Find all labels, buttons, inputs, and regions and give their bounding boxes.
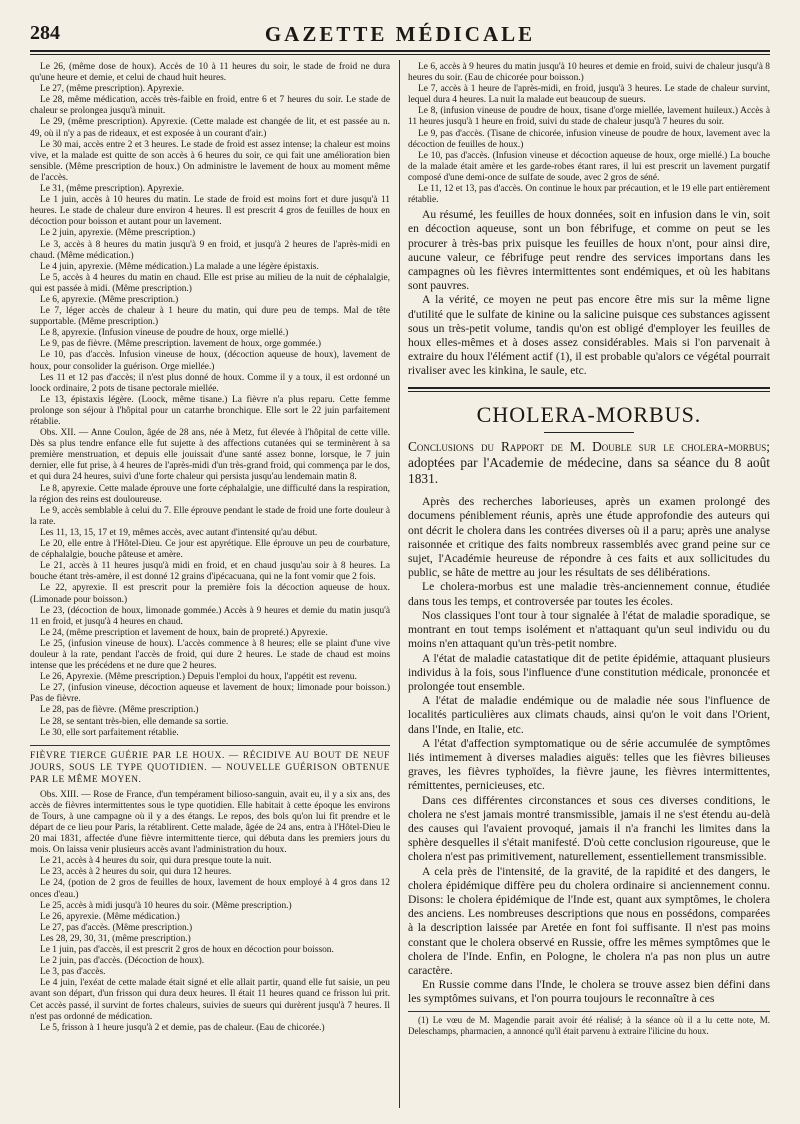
paragraph: Le 9, pas d'accès. (Tisane de chicorée, infusion vineuse de poudre de houx, lavement avec la décoction de feuilles de houx.) [408, 128, 770, 150]
conclusions-rest: ; adoptées par l'Academie de médecine, dans sa séance du 8 août 1831. [408, 438, 770, 487]
paragraph: Le 26, Apyrexie. (Même prescription.) Depuis l'emploi du houx, l'appétit est revenu. [40, 672, 357, 683]
paragraph: Le 29, (même prescription). Apyrexie. (Cette malade est changée de lit, et est passée au n. 49, où il n'y a pas de rideaux, et est exposée à un courant d'air.) [30, 117, 390, 139]
header-rule-thin [30, 54, 770, 55]
paragraph: Le 30, elle sort parfaitement rétablie. [40, 727, 179, 738]
summary-paragraphs [408, 208, 770, 378]
page-header [30, 22, 770, 50]
section-heading: FIÈVRE TIERCE GUÉRIE PAR LE HOUX. — RÉCIDIVE AU BOUT DE NEUF JOURS, SOUS LE TYPE QUOTIDIEN. — NOUVELLE GUÉRISON OBTENUE PAR LE MÊME MOYEN. [30, 745, 390, 786]
paragraph: Le 27, pas d'accès. (Même prescription.) [40, 922, 193, 933]
paragraph: Le 28, même médication, accès très-faible en froid, entre 6 et 7 heures du soir. Le stade de chaleur se prolongea jusqu'à minuit. [30, 95, 390, 117]
left-column [30, 62, 390, 1110]
paragraph: Le 21, accès à 4 heures du soir, qui dura presque toute la nuit. [40, 856, 272, 867]
paragraph: Le 8, apyrexie. (Infusion vineuse de poudre de houx, orge miellé.) [40, 328, 289, 339]
left-paragraphs-part1 [30, 62, 390, 739]
section-rule-thick [408, 387, 770, 389]
paragraph: Le 10, pas d'accès. (Infusion vineuse et décoction aqueuse de houx, orge miellé.) La bouche de la malade était amère et les garde-robes étant rares, il lui est prescrit un lavement purgatif composé d'une demi-once de sulfate de soude, avec 2 gros de séné. [408, 150, 770, 183]
paragraph: Le 24, (potion de 2 gros de feuilles de houx, lavement de houx employé à 4 gros dans 12 onces d'eau.) [30, 878, 390, 900]
paragraph: Au résumé, les feuilles de houx données, soit en infusion dans le vin, soit en décoction aqueuse, sont un bon fébrifuge, et comme on peut se les procurer à très-bas prix puisque les feuilles de houx n'ont, pour ainsi dire, aucune valeur, ce fébrifuge peut rendre des services importans dans les campagnes où les fièvres intermittentes sont endémiques, et où les habitans sont pauvres. [408, 208, 770, 293]
paragraph: Le 6, apyrexie. (Même prescription.) [40, 294, 179, 305]
paragraph: A l'état d'affection symptomatique ou de série accumulée de symptômes liés intimement à diverses maladies aiguës: telles que les fièvres bilieuses graves, les fièvres typhoïdes, la fièvre jaune, les fièvres intermittentes, rémittentes, pernicieuses, etc. [408, 736, 770, 793]
right-observations [408, 62, 770, 206]
paragraph: Obs. XIII. — Rose de France, d'un tempérament bilioso-sanguin, avait eu, il y a six ans, des accès de fièvres intermittentes sous le type quotidien. Elle habitait à cette époque les environs de Tours, à une campagne où il y a des étangs. Le repos, des bols qu'on lui fit prendre et le départ de ce lieu pour Paris, la rétablirent. Cette malade, âgée de 24 ans, entra à l'Hôtel-Dieu le 20 mai 1831, affectée d'une fièvre intermittente tierce, qui débuta dans les premiers jours du mois. On laissa venir plusieurs accès avant l'administration du houx. [30, 789, 390, 856]
paragraph: Dans ces différentes circonstances et sous ces diverses conditions, le cholera ne s'est jamais montré transmissible, jamais il ne s'est étendu au-delà des causes qui l'avaient provoqué, jamais il n'a franchi les limites dans la sphère desquelles il s'était manifesté. D'où cette conclusion rigoureuse, que le cholera n'est pas primitivement, naturellement, essentiellement transmissible. [408, 793, 770, 864]
paragraph: Le 21, accès à 11 heures jusqu'à midi en froid, et en chaud jusqu'au soir à 8 heures. La bouche étant très-amère, il est donné 12 grains d'ipécacuana, qui ne la font vomir que 2 fois. [30, 561, 390, 583]
paragraph: Le 30 mai, accès entre 2 et 3 heures. Le stade de froid est assez intense; la chaleur est moins vive, et la malade est quitte de son accès à 6 heures du soir, ce qui fait une amélioration bien sensible. (Même prescription de houx.) On administre le lavement de houx au moment même de l'accès. [30, 139, 390, 183]
paragraph: Le 27, (même prescription). Apyrexie. [40, 84, 184, 95]
paragraph: Le 2 juin, pas d'accès. (Décoction de houx). [40, 956, 205, 967]
paragraph: Le 9, accès semblable à celui du 7. Elle éprouve pendant le stade de froid une forte douleur à la rate. [30, 505, 390, 527]
paragraph: Le 26, (même dose de houx). Accès de 10 à 11 heures du soir, le stade de froid ne dura qu'une heure et demie, et celui de chaud huit heures. [30, 62, 390, 84]
paragraph: Le 31, (même prescription). Apyrexie. [40, 184, 184, 195]
journal-title: GAZETTE MÉDICALE [264, 22, 536, 46]
paragraph: Le 24, (même prescription et lavement de houx, bain de propreté.) Apyrexie. [40, 627, 328, 638]
footnote-rule [408, 1011, 770, 1012]
footnote: (1) Le vœu de M. Magendie parait avoir été réalisé; à la séance où il a lu cette note, M. Deleschamps, pharmacien, a annoncé qu'il était parvenu à extraire l'ilicine du houx. [408, 1014, 770, 1036]
paragraph: Obs. XII. — Anne Coulon, âgée de 28 ans, née à Metz, fut élevée à l'hôpital de cette ville. Dès sa plus tendre enfance elle fut sujette à des affections cutanées qui se terminèrent à sa première menstruation, et depuis elle jouissait d'une santé assez bonne, lorsque, le 7 juin dernier, elle fut prise, à 4 heures de l'après-midi d'un très-grand froid, qui commença par le dos, et qui dura 24 heures, suivi d'une forte chaleur qui persista jusqu'au lendemain matin 8. [30, 428, 390, 483]
paragraph: A la vérité, ce moyen ne peut pas encore être mis sur la même ligne d'utilité que le sulfate de kinine ou la salicine puisque ces substances agissent sous un très-petit volume, tandis qu'on est obligé d'employer les feuilles de houx elles-mêmes et à doses assez considérables. Mais si l'on parvenait à extraire du houx l'élément actif (1), il est probable qu'alors ce végétal pourrait rivaliser avec les kinkina, le saule, etc. [408, 293, 770, 378]
right-column [408, 62, 770, 1110]
paragraph: Le 1 juin, pas d'accès, il est prescrit 2 gros de houx en décoction pour boisson. [40, 945, 334, 956]
section-rule-thin [408, 391, 770, 392]
paragraph: Le 1 juin, accès à 10 heures du matin. Le stade de froid est moins fort et dure jusqu'à 11 heures. Le stade de chaleur dure environ 4 heures. Il est prescrit 4 gros de feuilles de houx en décoction pour boisson et autant pour un lavement. [30, 195, 390, 228]
paragraph: Le 23, accès à 2 heures du soir, qui dura 12 heures. [40, 867, 232, 878]
paragraph: A cela près de l'intensité, de la gravité, de la rapidité et des dangers, le cholera épidémique diffère peu du cholera ordinaire si anciennement connu. Disons: le cholera épidémique de l'Inde est, quant aux symptômes, le cholera des anciens. Les nombreuses descriptions que nous en possédons, comparées à la description laissée par Aretée en font foi suffisante. Il n'est pas moins constant que le cholera observé en Russie, offre les mêmes symptômes que le cholera de l'Inde. Enfin, en Pologne, le cholera n'a pas non plus un autre caractère. [408, 864, 770, 977]
paragraph: Les 11 et 12 pas d'accès; il n'est plus donné de houx. Comme il y a toux, il est ordonné un loock ordinaire, 2 pots de tisane pectorale miellée. [30, 372, 390, 394]
paragraph: Le 5, frisson à 1 heure jusqu'à 2 et demie, pas de chaleur. (Eau de chicorée.) [40, 1022, 325, 1033]
paragraph: Après des recherches laborieuses, après un examen prolongé des documens péniblement réunis, après une étude approfondie des auteurs qui ont décrit le cholera dans les contrées diverses où il a paru; après une analyse raisonnée et critique des faits nombreux rassemblés avec grand peine sur ce sujet, l'Académie heureuse de répondre à ces faits et aux sollicitudes du public, se hâte de mettre au jour les résultats de ses délibérations. [408, 495, 770, 580]
paragraph: Le 25, (infusion vineuse de houx). L'accès commence à 8 heures; elle se plaint d'une vive douleur à la rate, pendant l'accès de froid, qui dure 2 heures. Le stade de chaud est moins intense que les précédens et ne dure que 2 heures. [30, 638, 390, 672]
conclusions-smallcaps: Conclusions du Rapport de M. Double sur le cholera-morbus [408, 438, 767, 454]
paragraph: Le 13, épistaxis légère. (Loock, même tisane.) La fièvre n'a plus reparu. Cette femme prolonge son séjour à l'hôpital pour un catarrhe bronchique. Elle sort le 22 juin parfaitement rétablie. [30, 394, 390, 427]
paragraph: Le 28, se sentant très-bien, elle demande sa sortie. [40, 716, 229, 727]
header-rule [30, 50, 770, 52]
paragraph: Le 7, accès à 1 heure de l'après-midi, en froid, jusqu'à 3 heures. Le stade de chaleur survint, lequel dura 4 heures. La nuit la malade eut beaucoup de sueurs. [408, 84, 770, 106]
cholera-title: CHOLERA-MORBUS. [476, 401, 702, 427]
paragraph: Le 22, apyrexie. Il est prescrit pour la première fois la décoction aqueuse de houx. (Limonade pour boisson.) [30, 583, 390, 605]
cholera-paragraphs [408, 495, 770, 1006]
paragraph: Le 7, léger accès de chaleur à 1 heure du matin, qui dure peu de temps. Mal de tête supportable. (Même prescription.) [30, 306, 390, 328]
paragraph: Le 26, apyrexie. (Même médication.) [40, 911, 180, 922]
paragraph: Le 8, apyrexie. Cette malade éprouve une forte céphalalgie, une difficulté dans la respiration, la région des reins est douloureuse. [30, 483, 390, 505]
column-divider [399, 60, 400, 1108]
page-number: 284 [30, 22, 60, 44]
paragraph: Le 8, (infusion vineuse de poudre de houx, tisane d'orge miellée, lavement huileux.) Accès à 11 heures jusqu'à 1 heure en froid, suivi du stade de chaleur jusqu'à 7 heures du soir. [408, 106, 770, 128]
paragraph: Nos classiques l'ont tour à tour signalée à l'état de maladie sporadique, se montrant en tout temps isolément et n'attaquant qu'un seul individu ou du moins n'en attaquant qu'un très-petit nombre. [408, 608, 770, 651]
paragraph: Le cholera-morbus est une maladie très-anciennement connue, étudiée dans tous les temps, et controversée par toutes les écoles. [408, 580, 770, 608]
paragraph: A l'état de maladie endémique ou de maladie née sous l'influence de localités particulières aux climats chauds, ainsi qu'on le voit dans l'Orient, dans l'Inde, en Italie, etc. [408, 694, 770, 736]
paragraph: A l'état de maladie catastatique dit de petite épidémie, attaquant plusieurs individus à la fois, sous l'influence d'une constitution médicale, prononcée et prolongée tout ensemble. [408, 651, 770, 693]
paragraph: Le 6, accès à 9 heures du matin jusqu'à 10 heures et demie en froid, suivi de chaleur jusqu'à 8 heures du soir. (Eau de chicorée pour boisson.) [408, 62, 770, 84]
paragraph: Le 2 juin, apyrexie. (Même prescription.) [40, 228, 196, 239]
paragraph: Le 4 juin, apyrexie. (Même médication.) La malade a une légère épistaxis. [40, 261, 319, 272]
paragraph: Le 23, (décoction de houx, limonade gommée.) Accès à 9 heures et demie du matin jusqu'à 11 en froid, et jusqu'à 4 heures en chaud. [30, 605, 390, 627]
paragraph: Le 25, accès à midi jusqu'à 10 heures du soir. (Même prescription.) [40, 900, 292, 911]
paragraph: Le 9, pas de fièvre. (Même prescription. lavement de houx, orge gommée.) [40, 339, 321, 350]
paragraph: Le 28, pas de fièvre. (Même prescription.) [40, 705, 199, 716]
title-rule [544, 432, 634, 433]
paragraph: En Russie comme dans l'Inde, le cholera se trouve assez bien défini dans les symptômes suivans, et l'on pourra toujours le reconnaître à ces [408, 978, 770, 1006]
conclusions-heading [408, 439, 770, 488]
paragraph: Le 4 juin, l'exéat de cette malade était signé et elle allait partir, quand elle fut saisie, un peu avant son départ, d'un frisson qui dura deux heures. Il était 11 heures quand ce frisson lui prit. Cet accès passé, il survint de fortes chaleurs, suivies de sueurs qui durèrent jusqu'à 7 heures. Il n'est pas ordonné de médication. [30, 978, 390, 1022]
paragraph: Le 3, pas d'accès. [40, 967, 106, 978]
paragraph: Le 5, accès à 4 heures du matin en chaud. Elle est prise au milieu de la nuit de céphalalgie, qui est passée à midi. (Même prescription.) [30, 272, 390, 294]
paragraph: Le 27, (infusion vineuse, décoction aqueuse et lavement de houx; limonade pour boisson.) Pas de fièvre. [30, 683, 390, 705]
paragraph: Le 20, elle entre à l'Hôtel-Dieu. Ce jour est apyrétique. Elle éprouve un peu de courbature, de céphalalgie, bouche pâteuse et amère. [30, 539, 390, 561]
paragraph: Le 3, accès à 8 heures du matin jusqu'à 9 en froid, et jusqu'à 2 heures de l'après-midi en chaud. (Même médication.) [30, 239, 390, 261]
paragraph: Le 11, 12 et 13, pas d'accès. On continue le houx par précaution, et le 19 elle part entièrement rétablie. [408, 184, 770, 206]
paragraph: Les 28, 29, 30, 31, (même prescription.) [40, 933, 191, 944]
paragraph: Les 11, 13, 15, 17 et 19, mêmes accès, avec autant d'intensité qu'au début. [40, 527, 318, 538]
left-paragraphs-part2 [30, 790, 390, 1034]
paragraph: Le 10, pas d'accès. Infusion vineuse de houx, (décoction aqueuse de houx), lavement de houx, pour consolider la guérison. Orge miellée.) [30, 350, 390, 372]
